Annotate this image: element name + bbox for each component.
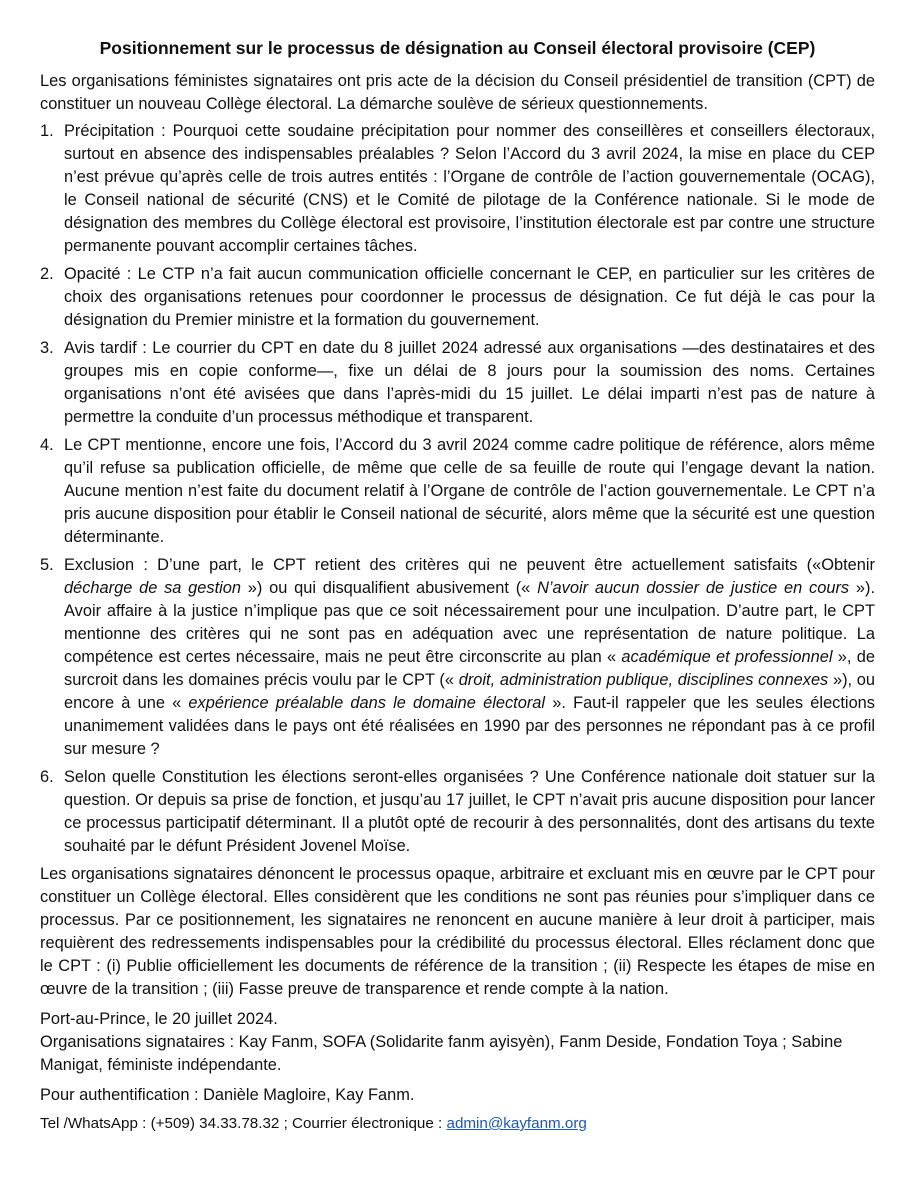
item-number: 4. [40, 436, 54, 454]
item-text: Précipitation : Pourquoi cette soudaine précipitation pour nommer des conseillères et conseillers électoraux, surtout en absence des indispensables préalables ? Selon l’Accord du 3 avril 2024, la mise en place du CEP n’est prévue qu’après celle de trois autres entités : l’Organe de contrôle de l’action gouvernementale (OCAG), le Conseil national de sécurité (CNS) et le Comité de pilotage de la Conférence nationale. Si le mode de désignation des membres du Collège électoral est provisoire, l’institution électorale est par contre une structure permanente pouvant accomplir certaines tâches. [64, 122, 875, 255]
item-text: Opacité : Le CTP n’a fait aucun communication officielle concernant le CEP, en particulier sur les critères de choix des organisations retenues pour coordonner le processus de désignation. Ce fut déjà le cas pour la désignation du Premier ministre et la formation du gouvernement. [64, 265, 875, 329]
text-segment: ». Faut-il rappeler que les seules élections unanimement validées dans le pays ont été réalisées en 1990 par des personnes ne répondant pas à ce profil sur mesure ? [64, 694, 875, 758]
item-number: 6. [40, 768, 54, 786]
place-date: Port-au-Prince, le 20 juillet 2024. [40, 1010, 278, 1028]
contact-line [40, 1113, 875, 1135]
contact-label: Tel /WhatsApp : (+509) 34.33.78.32 ; Courrier électronique : [40, 1115, 447, 1132]
item-text: Avis tardif : Le courrier du CPT en date du 8 juillet 2024 adressé aux organisations —des destinataires et des groupes mis en copie conforme—, fixe un délai de 8 jours pour la soumission des noms. Certaines organisations n’ont été avisées que dans l’après-midi du 15 juillet. Le délai imparti n’est pas de nature à permettre la conduite d’un processus méthodique et transparent. [64, 339, 875, 426]
text-segment: Exclusion : D’une part, le CPT retient des critères qui ne peuvent être actuellement satisfaits («Obtenir [64, 556, 875, 574]
text-segment: », de surcroit dans les domaines précis voulu par le CPT (« [64, 648, 876, 689]
italic-quote: droit, administration publique, disciplines connexes [458, 671, 829, 689]
conclusion-paragraph: Les organisations signataires dénoncent le processus opaque, arbitraire et excluant mis en œuvre par le CPT pour constituer un Collège électoral. Elles considèrent que les conditions ne sont pas réunies pour s’impliquer dans ce processus. Par ce positionnement, les signataires ne renoncent en aucune manière à leur droit à participer, mais requièrent des redressements indispensables pour la crédibilité du processus électoral. Elles réclament donc que le CPT : (i) Publie officiellement les documents de référence de la transition ; (ii) Respecte les étapes de mise en œuvre de la transition ; (iii) Fasse preuve de transparence et rende compte à la nation. [40, 865, 875, 998]
italic-quote: académique et professionnel [621, 648, 833, 666]
item-text [64, 556, 875, 758]
authentication: Pour authentification : Danièle Magloire, Kay Fanm. [40, 1086, 415, 1104]
list-item [40, 337, 875, 429]
italic-quote: décharge de sa gestion [64, 579, 242, 597]
email-link[interactable]: admin@kayfanm.org [446, 1115, 587, 1132]
item-text: Le CPT mentionne, encore une fois, l’Accord du 3 avril 2024 comme cadre politique de référence, alors même qu’il refuse sa publication officielle, de même que celle de sa feuille de route qui l’engage devant la nation. Aucune mention n’est faite du document relatif à l’Organe de contrôle de l’action gouvernementale. Le CPT n’a pris aucune disposition pour établir le Conseil national de sécurité, alors même que la sécurité est une question déterminante. [64, 436, 875, 546]
item-number: 2. [40, 265, 54, 283]
intro-paragraph: Les organisations féministes signataires ont pris acte de la décision du Conseil présidentiel de transition (CPT) de constituer un nouveau Collège électoral. La démarche soulève de sérieux questionnements. [40, 72, 875, 113]
italic-quote: expérience préalable dans le domaine électoral [188, 694, 546, 712]
italic-quote: N’avoir aucun dossier de justice en cours [537, 579, 850, 597]
item-text: Selon quelle Constitution les élections seront-elles organisées ? Une Conférence nationale doit statuer sur la question. Or depuis sa prise de fonction, et jusqu’au 17 juillet, le CPT n’avait pris aucune disposition pour lancer ce processus participatif déterminant. Il a plutôt opté de recourir à des personnalités, dont des artisans du texte souhaité par le défunt Président Jovenel Moïse. [64, 768, 875, 855]
item-number: 1. [40, 122, 54, 140]
signatories: Organisations signataires : Kay Fanm, SOFA (Solidarite fanm ayisyèn), Fanm Deside, Fondation Toya ; Sabine Manigat, féministe indépendante. [40, 1033, 843, 1074]
text-segment: »). Avoir affaire à la justice n’implique pas que ce soit nécessairement pour une inculpation. D’autre part, le CPT mentionne des critères qui ne sont pas en adéquation avec une représentation de nature politique. La compétence est certes nécessaire, mais ne peut être circonscrite au plan « [64, 579, 875, 666]
text-segment: ») ou qui disqualifient abusivement (« [241, 579, 538, 597]
document-title: Positionnement sur le processus de désignation au Conseil électoral provisoire (CEP) [99, 38, 816, 58]
list-item [40, 263, 875, 332]
item-number: 5. [40, 556, 54, 574]
list-item [40, 766, 875, 858]
list-item [40, 120, 875, 258]
item-number: 3. [40, 339, 54, 357]
list-item [40, 434, 875, 549]
text-segment: »), ou encore à une « [64, 671, 876, 712]
points-list [40, 120, 875, 858]
list-item [40, 554, 875, 761]
